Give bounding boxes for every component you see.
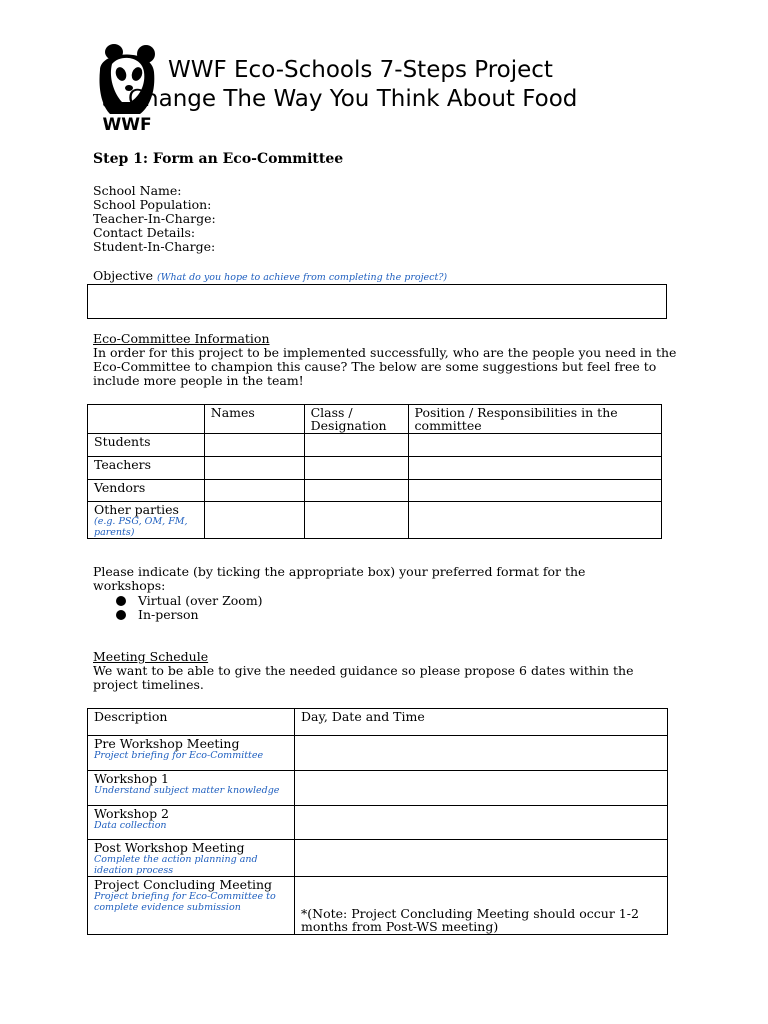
table-row: [88, 840, 668, 877]
table-row: [88, 457, 662, 480]
workshop-option-in-person[interactable]: [116, 608, 199, 622]
meeting-schedule-intro: We want to be able to give the needed guidance so please propose 6 dates within the project timelines.: [93, 663, 634, 692]
table-row: [88, 502, 662, 539]
meeting-description-cell: [88, 840, 295, 877]
meeting-title: Project Concluding Meeting: [94, 877, 273, 892]
meeting-datetime-cell[interactable]: [295, 877, 668, 935]
class-cell[interactable]: [304, 457, 408, 480]
objective-hint: (What do you hope to achieve from completing the project?): [157, 272, 448, 283]
page-title-line-2: Change The Way You Think About Food: [128, 86, 578, 112]
table-header-cell: Names: [204, 405, 304, 434]
names-cell[interactable]: [204, 457, 304, 480]
table-header-row: [88, 405, 662, 434]
position-cell[interactable]: [408, 457, 661, 480]
meeting-title: Workshop 2: [94, 806, 169, 821]
eco-committee-intro: In order for this project to be implemented successfully, who are the people you need in the Eco-Committee to champion this cause? The below are some suggestions but feel free to include more people in the team!: [93, 345, 677, 388]
table-header-cell: Class / Designation: [304, 405, 408, 434]
class-cell[interactable]: [304, 502, 408, 539]
bullet-icon: [116, 596, 126, 606]
page-title-line-1: WWF Eco-Schools 7-Steps Project: [168, 57, 553, 83]
option-label: Virtual (over Zoom): [138, 593, 263, 608]
meeting-title: Workshop 1: [94, 771, 169, 786]
row-label: [88, 502, 205, 539]
meeting-datetime-cell[interactable]: [295, 806, 668, 840]
field-teacher-in-charge: Teacher-In-Charge:: [93, 211, 216, 226]
table-header-cell: [88, 405, 205, 434]
eco-committee-table: [87, 404, 662, 539]
table-row: [88, 806, 668, 840]
meeting-hint: Project briefing for Eco-Committee to complete evidence submission: [94, 891, 276, 913]
meeting-description-cell: [88, 736, 295, 771]
class-cell[interactable]: [304, 480, 408, 502]
meeting-note: *(Note: Project Concluding Meeting should occur 1-2 months from Post-WS meeting): [301, 906, 639, 934]
field-contact-details: Contact Details:: [93, 225, 196, 240]
row-label-text: Other parties: [94, 502, 179, 517]
row-label: Vendors: [88, 480, 205, 502]
meeting-datetime-cell[interactable]: [295, 736, 668, 771]
workshop-format-question: Please indicate (by ticking the appropriate box) your preferred format for the workshops:: [93, 564, 586, 593]
table-row: [88, 877, 668, 935]
meeting-description-cell: [88, 806, 295, 840]
table-row: [88, 771, 668, 806]
field-school-population: School Population:: [93, 197, 212, 212]
meeting-description-cell: [88, 771, 295, 806]
class-cell[interactable]: [304, 434, 408, 457]
table-header-cell: Description: [88, 709, 295, 736]
table-row: [88, 736, 668, 771]
row-label: Students: [88, 434, 205, 457]
meeting-title: Post Workshop Meeting: [94, 840, 245, 855]
table-row: [88, 480, 662, 502]
workshop-option-virtual[interactable]: [116, 594, 263, 608]
row-label: Teachers: [88, 457, 205, 480]
option-label: In-person: [138, 607, 199, 622]
position-cell[interactable]: [408, 502, 661, 539]
table-header-cell: Day, Date and Time: [295, 709, 668, 736]
meeting-description-cell: [88, 877, 295, 935]
objective-input-box[interactable]: [87, 284, 667, 319]
row-label-hint: (e.g. PSG, OM, FM, parents): [94, 516, 188, 538]
table-header-row: [88, 709, 668, 736]
meeting-hint: Data collection: [94, 820, 167, 831]
field-student-in-charge: Student-In-Charge:: [93, 239, 216, 254]
position-cell[interactable]: [408, 480, 661, 502]
meeting-title: Pre Workshop Meeting: [94, 736, 240, 751]
table-header-cell: Position / Responsibilities in the committee: [408, 405, 661, 434]
meeting-schedule-heading: Meeting Schedule: [93, 649, 209, 664]
step-heading: Step 1: Form an Eco-Committee: [93, 151, 344, 167]
eco-committee-heading: Eco-Committee Information: [93, 331, 270, 346]
objective-label: Objective: [93, 268, 154, 283]
meeting-datetime-cell[interactable]: [295, 840, 668, 877]
position-cell[interactable]: [408, 434, 661, 457]
meeting-hint: Complete the action planning and ideation process: [94, 854, 258, 876]
svg-text:WWF: WWF: [102, 115, 152, 132]
bullet-icon: [116, 610, 126, 620]
meeting-datetime-cell[interactable]: [295, 771, 668, 806]
meeting-hint: Project briefing for Eco-Committee: [94, 750, 264, 761]
meeting-schedule-table: [87, 708, 668, 935]
field-school-name: School Name:: [93, 183, 182, 198]
objective-label-row: [93, 269, 447, 283]
names-cell[interactable]: [204, 502, 304, 539]
names-cell[interactable]: [204, 434, 304, 457]
names-cell[interactable]: [204, 480, 304, 502]
table-row: [88, 434, 662, 457]
meeting-hint: Understand subject matter knowledge: [94, 785, 280, 796]
